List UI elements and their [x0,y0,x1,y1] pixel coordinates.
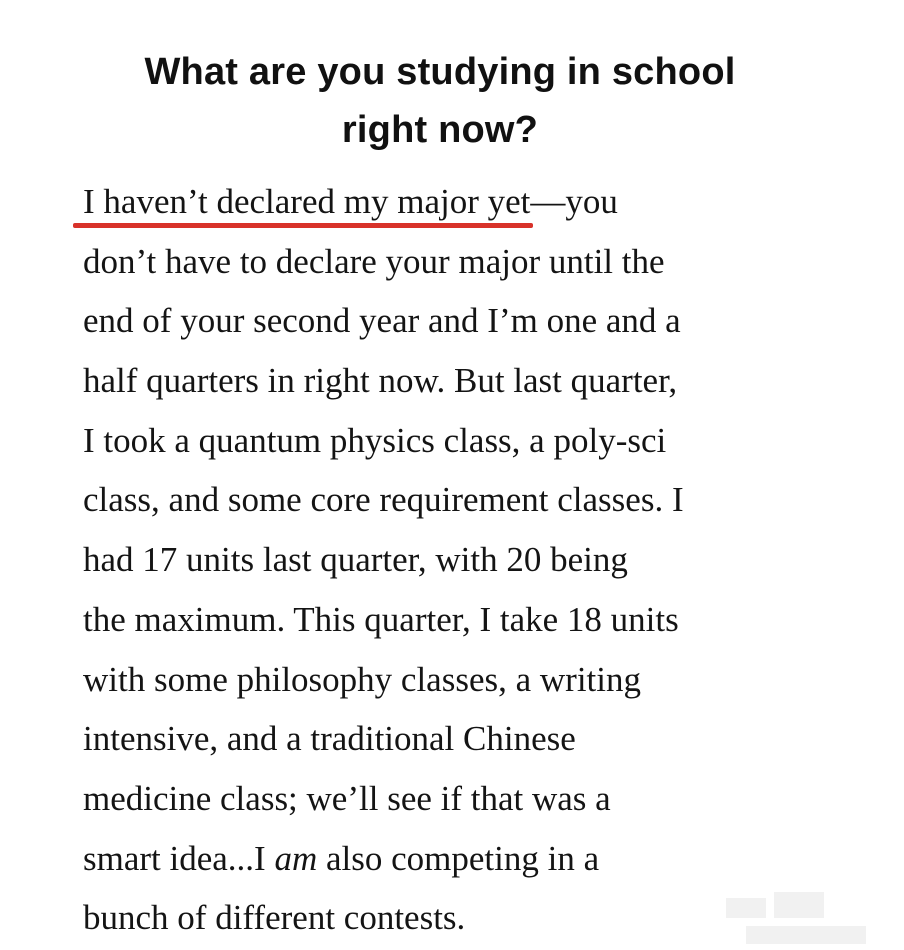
paragraph-line-5: I took a quantum physics class, a poly-sci [83,420,667,460]
paragraph-line-8: the maximum. This quarter, I take 18 units [83,599,679,639]
watermark-block [746,926,866,944]
paragraph-line-6: class, and some core requirement classes. I [83,480,684,520]
paragraph-line-11: medicine class; we’ll see if that was a [83,778,611,818]
answer-paragraph [83,172,883,948]
underlined-phrase [83,172,530,232]
heading-line-1: What are you studying in school [144,51,736,94]
paragraph-line-2: don’t have to declare your major until the [83,241,665,281]
paragraph-line-1 [83,172,883,232]
red-underline-mark [73,223,533,228]
watermark-block [726,898,766,918]
paragraph-line-10: intensive, and a traditional Chinese [83,719,576,759]
paragraph-line-13: bunch of different contests. [83,898,466,938]
paragraph-line-3: end of your second year and I’m one and a [83,301,681,341]
question-heading [0,43,880,159]
paragraph-line-4: half quarters in right now. But last quarter, [83,361,678,401]
underlined-text: I haven’t declared my major yet [83,182,531,221]
emphasized-word: am [274,838,318,878]
paragraph-line-7: had 17 units last quarter, with 20 being [83,540,628,580]
paragraph-line-9: with some philosophy classes, a writing [83,659,642,699]
blurred-watermark [726,890,876,950]
line-1-rest: —you [530,182,618,221]
heading-line-2: right now? [341,109,539,152]
line-12-pre: smart idea...I [83,838,275,878]
watermark-block [774,892,824,918]
line-12-post: also competing in a [317,838,600,878]
paragraph-line-12 [83,829,883,889]
